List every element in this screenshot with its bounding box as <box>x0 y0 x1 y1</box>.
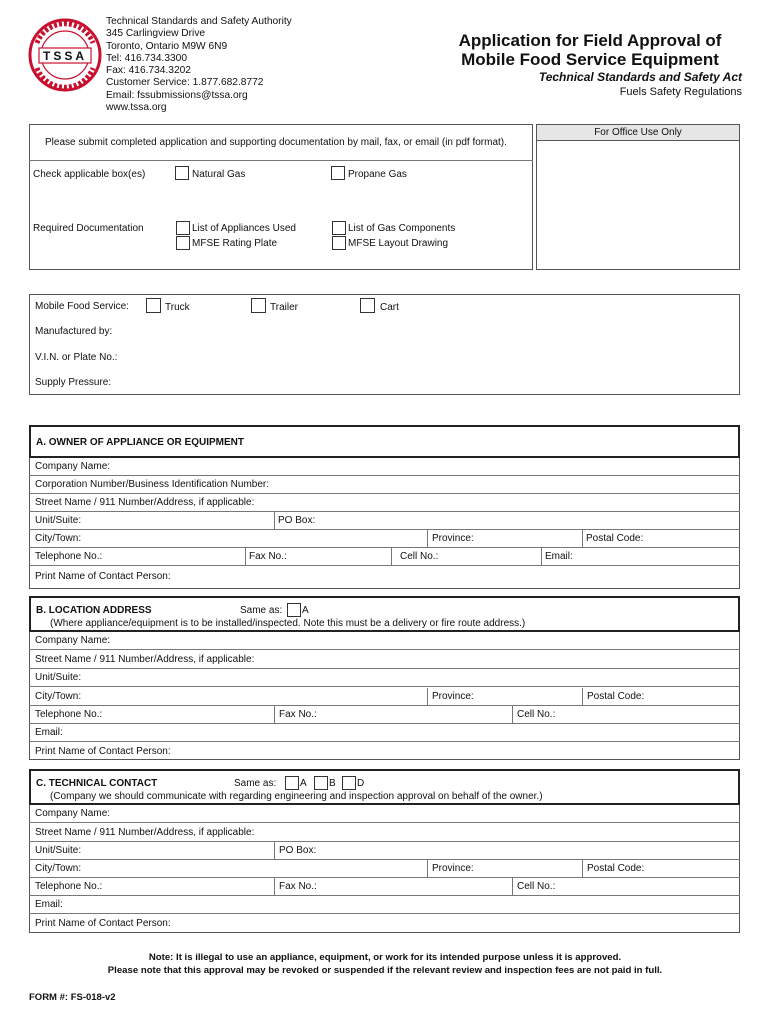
street-row[interactable] <box>29 651 740 669</box>
supply-pressure-field[interactable]: Supply Pressure: <box>35 377 112 388</box>
phone-row[interactable] <box>29 706 740 724</box>
city-row[interactable] <box>29 530 740 548</box>
regulation-name: Fuels Safety Regulations <box>619 86 742 98</box>
unit-row[interactable] <box>29 669 740 687</box>
same-as-a-checkbox[interactable] <box>287 603 301 617</box>
street-label: Street Name / 911 Number/Address, if applicable: <box>35 497 255 508</box>
address-line: Tel: 416.734.3300 <box>106 52 188 64</box>
section-a-header <box>29 425 740 458</box>
same-as-label: Same as: <box>234 778 277 789</box>
postal-code-label: Postal Code: <box>586 533 644 544</box>
office-use-header: For Office Use Only <box>536 124 740 141</box>
city-row[interactable] <box>29 860 740 878</box>
company-name-row[interactable] <box>29 632 740 650</box>
telephone-label: Telephone No.: <box>35 709 103 720</box>
section-c-title: C. TECHNICAL CONTACT <box>36 778 158 789</box>
unit-label: Unit/Suite: <box>35 672 82 683</box>
title-line: Mobile Food Service Equipment <box>461 50 719 69</box>
city-row[interactable] <box>29 688 740 706</box>
propane-gas-label: Propane Gas <box>348 169 407 180</box>
corp-number-label: Corporation Number/Business Identification Number: <box>35 479 269 490</box>
rating-plate-label: MFSE Rating Plate <box>192 238 278 249</box>
corp-number-row[interactable] <box>29 476 740 494</box>
layout-drawing-checkbox[interactable] <box>332 236 346 250</box>
option-a-label: A <box>300 778 307 789</box>
address-line: 345 Carlingview Drive <box>106 28 206 40</box>
street-label: Street Name / 911 Number/Address, if applicable: <box>35 827 255 838</box>
email-row[interactable] <box>29 724 740 742</box>
cell-label: Cell No.: <box>517 881 556 892</box>
fax-label: Fax No.: <box>279 881 317 892</box>
contact-person-field[interactable]: Print Name of Contact Person: <box>35 918 171 929</box>
appliances-list-label: List of Appliances Used <box>192 223 296 234</box>
address-line: www.tssa.org <box>106 102 167 114</box>
street-label: Street Name / 911 Number/Address, if applicable: <box>35 654 255 665</box>
same-as-a-checkbox[interactable] <box>285 776 299 790</box>
tssa-logo <box>28 18 102 92</box>
check-boxes-label: Check applicable box(es) <box>33 169 146 180</box>
province-label: Province: <box>432 863 474 874</box>
authority-address <box>106 16 292 114</box>
phone-row[interactable] <box>29 548 740 566</box>
option-a-label: A <box>302 605 309 616</box>
same-as-b-checkbox[interactable] <box>314 776 328 790</box>
manufactured-by-field[interactable]: Manufactured by: <box>35 326 113 337</box>
po-box-label: PO Box: <box>278 515 316 526</box>
rating-plate-checkbox[interactable] <box>176 236 190 250</box>
section-a-title: A. OWNER OF APPLIANCE OR EQUIPMENT <box>36 437 244 448</box>
gas-components-checkbox[interactable] <box>332 221 346 235</box>
cart-checkbox[interactable] <box>360 298 375 313</box>
company-name-label: Company Name: <box>35 808 111 819</box>
city-label: City/Town: <box>35 691 82 702</box>
section-b-title: B. LOCATION ADDRESS <box>36 605 152 616</box>
address-line: Fax: 416.734.3202 <box>106 65 191 77</box>
street-row[interactable] <box>29 494 740 512</box>
fax-label: Fax No.: <box>249 551 287 562</box>
company-name-label: Company Name: <box>35 461 111 472</box>
fax-label: Fax No.: <box>279 709 317 720</box>
address-line: Email: fssubmissions@tssa.org <box>106 89 248 101</box>
company-name-row[interactable] <box>29 458 740 476</box>
trailer-checkbox[interactable] <box>251 298 266 313</box>
contact-person-field[interactable]: Print Name of Contact Person: <box>35 571 171 582</box>
unit-po-row[interactable] <box>29 842 740 860</box>
address-line: Toronto, Ontario M9W 6N9 <box>106 40 228 52</box>
cell-label: Cell No.: <box>400 551 439 562</box>
title-line: Application for Field Approval of <box>458 31 722 50</box>
truck-checkbox[interactable] <box>146 298 161 313</box>
telephone-label: Telephone No.: <box>35 551 103 562</box>
address-line: Customer Service: 1.877.682.8772 <box>106 77 264 89</box>
truck-label: Truck <box>165 302 190 313</box>
layout-drawing-label: MFSE Layout Drawing <box>348 238 449 249</box>
form-title <box>440 31 740 69</box>
vin-field[interactable]: V.I.N. or Plate No.: <box>35 352 118 363</box>
postal-code-label: Postal Code: <box>587 691 645 702</box>
mobile-food-service-label: Mobile Food Service: <box>35 301 129 312</box>
option-b-label: B <box>329 778 336 789</box>
company-name-row[interactable] <box>29 805 740 823</box>
gas-components-label: List of Gas Components <box>348 223 456 234</box>
city-label: City/Town: <box>35 863 82 874</box>
svg-text:TSSA: TSSA <box>42 49 88 63</box>
unit-label: Unit/Suite: <box>35 845 82 856</box>
required-docs-label: Required Documentation <box>33 223 144 234</box>
act-name: Technical Standards and Safety Act <box>538 70 742 84</box>
propane-gas-checkbox[interactable] <box>331 166 345 180</box>
section-c-subtitle: (Company we should communicate with regarding engineering and inspection approval on behalf of the owner.) <box>50 791 543 802</box>
natural-gas-checkbox[interactable] <box>175 166 189 180</box>
contact-person-field[interactable]: Print Name of Contact Person: <box>35 746 171 757</box>
phone-row[interactable] <box>29 878 740 896</box>
email-row[interactable] <box>29 896 740 914</box>
form-number: FORM #: FS-018-v2 <box>29 992 116 1003</box>
po-box-label: PO Box: <box>279 845 317 856</box>
same-as-label: Same as: <box>240 605 283 616</box>
email-label: Email: <box>545 551 573 562</box>
trailer-label: Trailer <box>270 302 298 313</box>
telephone-label: Telephone No.: <box>35 881 103 892</box>
fees-note: Please note that this approval may be revoked or suspended if the relevant review and inspection fees are not paid in full. <box>107 965 663 976</box>
section-c-header <box>29 769 740 805</box>
unit-po-row[interactable] <box>29 512 740 530</box>
cart-label: Cart <box>380 302 399 313</box>
legal-note: Note: It is illegal to use an appliance, equipment, or work for its intended purpose unless it is approved. <box>148 952 622 963</box>
option-d-label: D <box>357 778 365 789</box>
province-label: Province: <box>432 691 474 702</box>
section-b-header <box>29 596 740 632</box>
street-row[interactable] <box>29 824 740 842</box>
email-label: Email: <box>35 899 63 910</box>
appliances-list-checkbox[interactable] <box>176 221 190 235</box>
submission-instruction: Please submit completed application and supporting documentation by mail, fax, or email (in pdf format). <box>45 137 507 148</box>
address-line: Technical Standards and Safety Authority <box>106 16 292 27</box>
unit-label: Unit/Suite: <box>35 515 82 526</box>
postal-code-label: Postal Code: <box>587 863 645 874</box>
section-b-subtitle: (Where appliance/equipment is to be installed/inspected. Note this must be a delivery or fire route address.) <box>50 618 526 629</box>
company-name-label: Company Name: <box>35 635 111 646</box>
province-label: Province: <box>432 533 474 544</box>
email-label: Email: <box>35 727 63 738</box>
cell-label: Cell No.: <box>517 709 556 720</box>
natural-gas-label: Natural Gas <box>192 169 246 180</box>
office-use-box <box>536 124 740 270</box>
same-as-d-checkbox[interactable] <box>342 776 356 790</box>
city-label: City/Town: <box>35 533 82 544</box>
